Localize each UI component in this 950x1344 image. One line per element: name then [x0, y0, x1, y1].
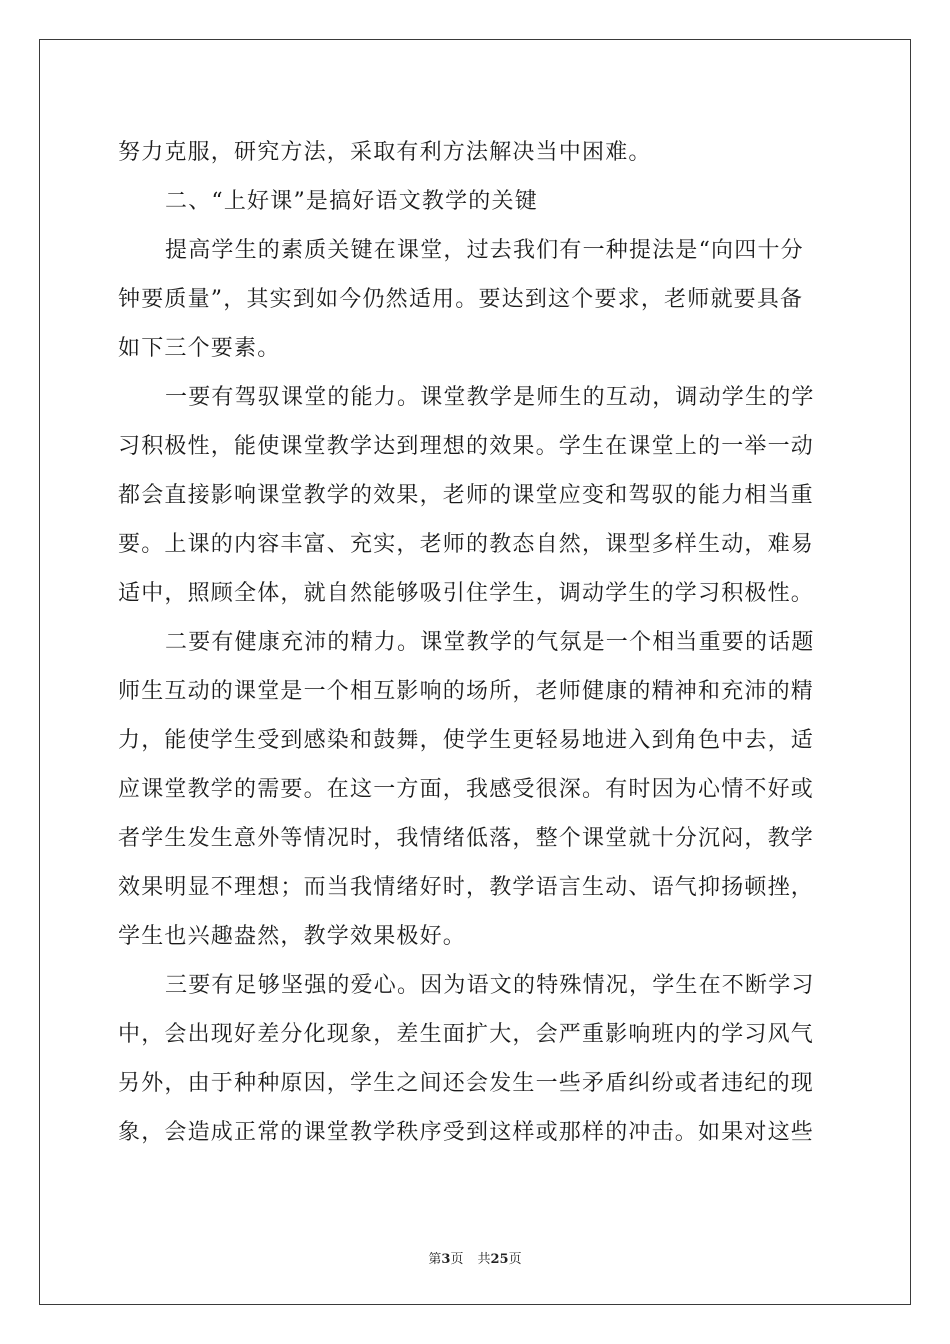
text-line: 力，能使学生受到感染和鼓舞，使学生更轻易地进入到角色中去，适: [118, 728, 815, 753]
text-line: 三要有足够坚强的爱心。因为语文的特殊情况，学生在不断学习: [165, 973, 815, 998]
document-body: [118, 128, 838, 1157]
text-line: 如下三个要素。: [118, 336, 281, 361]
text-line: 习积极性，能使课堂教学达到理想的效果。学生在课堂上的一举一动: [118, 434, 815, 459]
page-footer: [0, 1248, 950, 1267]
text-line: 提高学生的素质关键在课堂，过去我们有一种提法是“向四十分: [165, 238, 804, 263]
text-line: 努力克服，研究方法，采取有利方法解决当中困难。: [118, 140, 652, 165]
text-line: 适中，照顾全体，就自然能够吸引住学生，调动学生的学习积极性。: [118, 581, 815, 606]
current-page-number: 3: [441, 1252, 451, 1267]
text-line: 者学生发生意外等情况时，我情绪低落，整个课堂就十分沉闷，教学: [118, 826, 815, 851]
text-line: 效果明显不理想；而当我情绪好时，教学语言生动、语气抑扬顿挫，: [118, 875, 815, 900]
section-heading: 二、“上好课”是搞好语文教学的关键: [165, 189, 538, 214]
text-line: 师生互动的课堂是一个相互影响的场所，老师健康的精神和充沛的精: [118, 679, 815, 704]
page-prefix: 第: [428, 1252, 442, 1267]
text-line: 二要有健康充沛的精力。课堂教学的气氛是一个相当重要的话题: [165, 630, 815, 655]
text-line: 另外，由于种种原因，学生之间还会发生一些矛盾纠纷或者违纪的现: [118, 1071, 815, 1096]
total-suffix: 页: [508, 1252, 522, 1267]
text-line: 钟要质量”，其实到如今仍然适用。要达到这个要求，老师就要具备: [118, 287, 804, 312]
text-line: 象，会造成正常的课堂教学秩序受到这样或那样的冲击。如果对这些: [118, 1120, 815, 1145]
text-line: 都会直接影响课堂教学的效果，老师的课堂应变和驾驭的能力相当重: [118, 483, 815, 508]
total-prefix: 共: [477, 1252, 491, 1267]
page-suffix: 页: [450, 1252, 464, 1267]
text-line: 中，会出现好差分化现象，差生面扩大，会严重影响班内的学习风气: [118, 1022, 815, 1047]
text-line: 应课堂教学的需要。在这一方面，我感受很深。有时因为心情不好或: [118, 777, 815, 802]
text-line: 学生也兴趣盎然，教学效果极好。: [118, 924, 467, 949]
text-line: 要。上课的内容丰富、充实，老师的教态自然，课型多样生动，难易: [118, 532, 815, 557]
text-line: 一要有驾驭课堂的能力。课堂教学是师生的互动，调动学生的学: [165, 385, 815, 410]
total-page-number: 25: [490, 1252, 509, 1267]
